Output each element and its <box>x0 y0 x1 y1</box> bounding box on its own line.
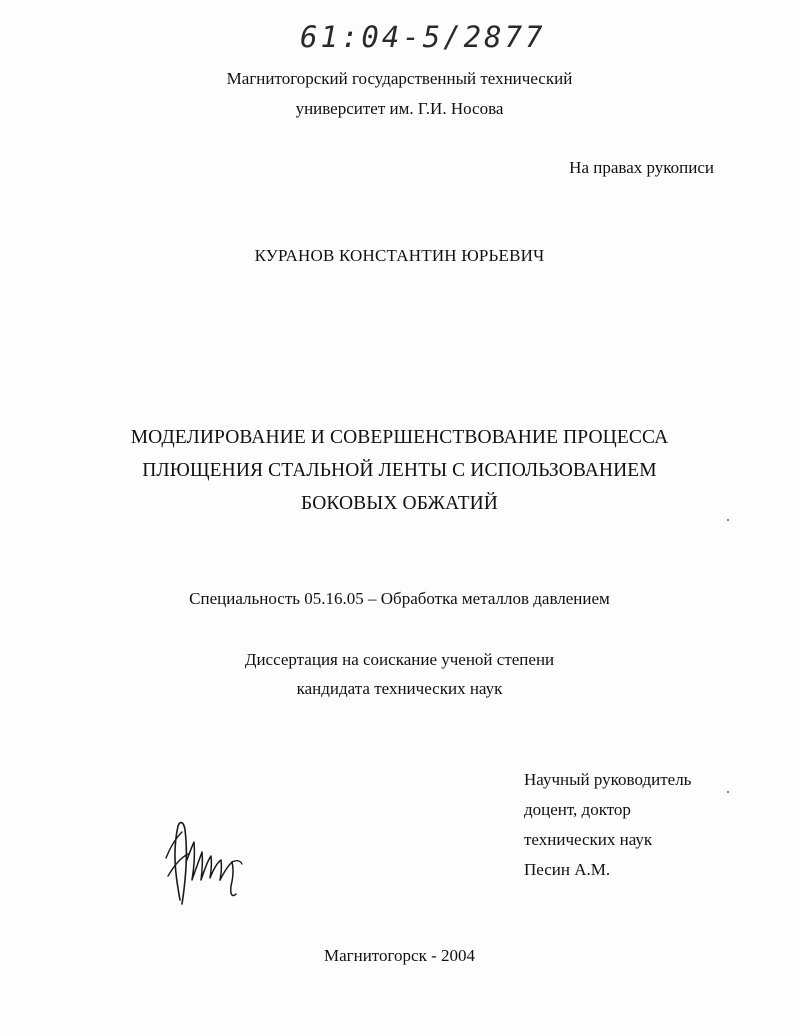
author-name: КУРАНОВ КОНСТАНТИН ЮРЬЕВИЧ <box>254 246 545 265</box>
institution-block <box>0 64 799 124</box>
advisor-line-4: Песин А.М. <box>524 860 611 879</box>
title-line-1: МОДЕЛИРОВАНИЕ И СОВЕРШЕНСТВОВАНИЕ ПРОЦЕССА <box>130 427 669 448</box>
handwritten-signature <box>158 818 250 908</box>
title-line-3: БОКОВЫХ ОБЖАТИЙ <box>301 493 498 514</box>
scan-speck <box>727 791 729 793</box>
title-line-2: ПЛЮЩЕНИЯ СТАЛЬНОЙ ЛЕНТЫ С ИСПОЛЬЗОВАНИЕМ <box>142 460 657 481</box>
advisor-line-1: Научный руководитель <box>524 770 692 789</box>
city-year: Магнитогорск - 2004 <box>323 946 476 965</box>
advisor-block <box>524 765 691 885</box>
dissertation-degree <box>0 645 799 703</box>
advisor-line-2: доцент, доктор <box>524 800 631 819</box>
degree-line-1: Диссертация на соискание ученой степени <box>244 650 555 669</box>
institution-line-2: университет им. Г.И. Носова <box>295 99 504 118</box>
degree-line-2: кандидата технических наук <box>296 679 503 698</box>
dissertation-title <box>0 421 799 520</box>
archive-stamp-number: 61:04-5/2877 <box>300 20 546 54</box>
manuscript-rights: На правах рукописи <box>569 158 714 177</box>
advisor-line-3: технических наук <box>524 830 653 849</box>
institution-line-1: Магнитогорский государственный технический <box>226 69 573 88</box>
scan-speck <box>727 519 729 521</box>
specialty-line: Специальность 05.16.05 – Обработка металлов давлением <box>189 589 610 608</box>
